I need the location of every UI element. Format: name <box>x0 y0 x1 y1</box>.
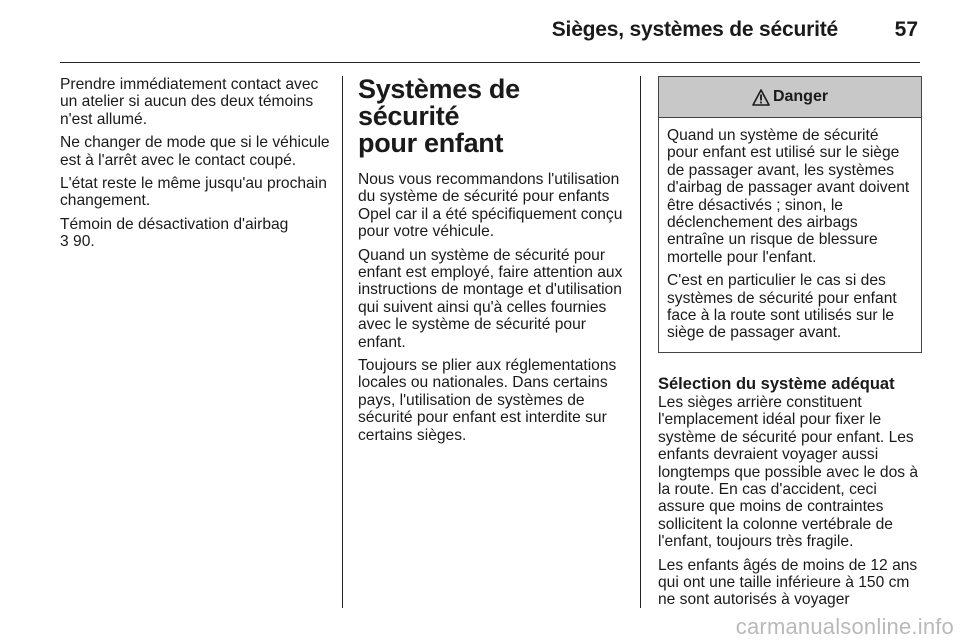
column-divider-1 <box>342 76 343 608</box>
paragraph: Les enfants âgés de moins de 12 ans qui ont une taille inférieure à 150 cm ne sont autorisés à voyager <box>658 556 918 609</box>
paragraph: Toujours se plier aux réglementations locales ou nationales. Dans certains pays, l'utilisation de systèmes de sécurité pour enfant est interdite sur certains sièges. <box>358 357 617 444</box>
watermark-logo: carmanualsonline.info <box>735 614 954 639</box>
section-title-line1: Systèmes de sécurité <box>358 74 520 131</box>
column-3 <box>658 76 922 615</box>
paragraph: Nous vous recommandons l'utilisation du système de sécurité pour enfants Opel car il a été spécifiquement conçu pour votre véhicule. <box>358 171 623 241</box>
warning-triangle-icon <box>752 89 770 106</box>
header-title: Sièges, systèmes de sécurité <box>551 18 838 41</box>
reference-arrow-icon: 3 <box>60 233 69 251</box>
cross-reference <box>60 216 332 251</box>
page-reference-link[interactable] <box>60 233 95 250</box>
danger-body <box>659 118 921 352</box>
paragraph: Quand un système de sécurité pour enfant est utilisé sur le siège de passager avant, les systèmes d'airbag de passager avant doivent être désactivés ; sinon, le déclenchement des airbags entraîne un risque de blessure mortelle pour l'enfant. <box>667 127 910 266</box>
reference-page: 90. <box>73 233 95 251</box>
paragraph: Ne changer de mode que si le véhicule est à l'arrêt avec le contact coupé. <box>60 134 330 169</box>
subsection-title: Sélection du système adéquat <box>658 374 895 393</box>
danger-header <box>659 77 921 118</box>
reference-label: Témoin de désactivation d'airbag <box>60 215 289 233</box>
column-2 <box>358 76 624 450</box>
paragraph: Les sièges arrière constituent l'emplacement idéal pour fixer le système de sécurité pour enfant. Les enfants devraient voyager aussi longtemps que possible avec le dos à la route. En cas d'accident, ceci assure que moins de contraintes sollicitent la colonne vertébrale de l'enfant, toujours très fragile. <box>658 393 919 551</box>
paragraph: C'est en particulier le cas si des systèmes de sécurité pour enfant face à la route sont utilisés sur le siège de passager avant. <box>667 272 897 342</box>
section-title <box>358 76 624 157</box>
danger-label: Danger <box>772 88 829 106</box>
paragraph: Prendre immédiatement contact avec un atelier si aucun des deux témoins n'est allumé. <box>60 76 319 128</box>
column-divider-2 <box>640 76 641 608</box>
column-1 <box>60 76 332 257</box>
paragraph: Quand un système de sécurité pour enfant est employé, faire attention aux instructions de montage et d'utilisation qui suivent ainsi qu'à celles fournies avec le système de sécurité pour enfant. <box>358 246 623 351</box>
section-title-line2: pour enfant <box>358 128 504 158</box>
danger-box <box>658 76 922 353</box>
paragraph: L'état reste le même jusqu'au prochain changement. <box>60 175 327 210</box>
page-header <box>60 0 920 63</box>
page-number: 57 <box>894 18 918 41</box>
